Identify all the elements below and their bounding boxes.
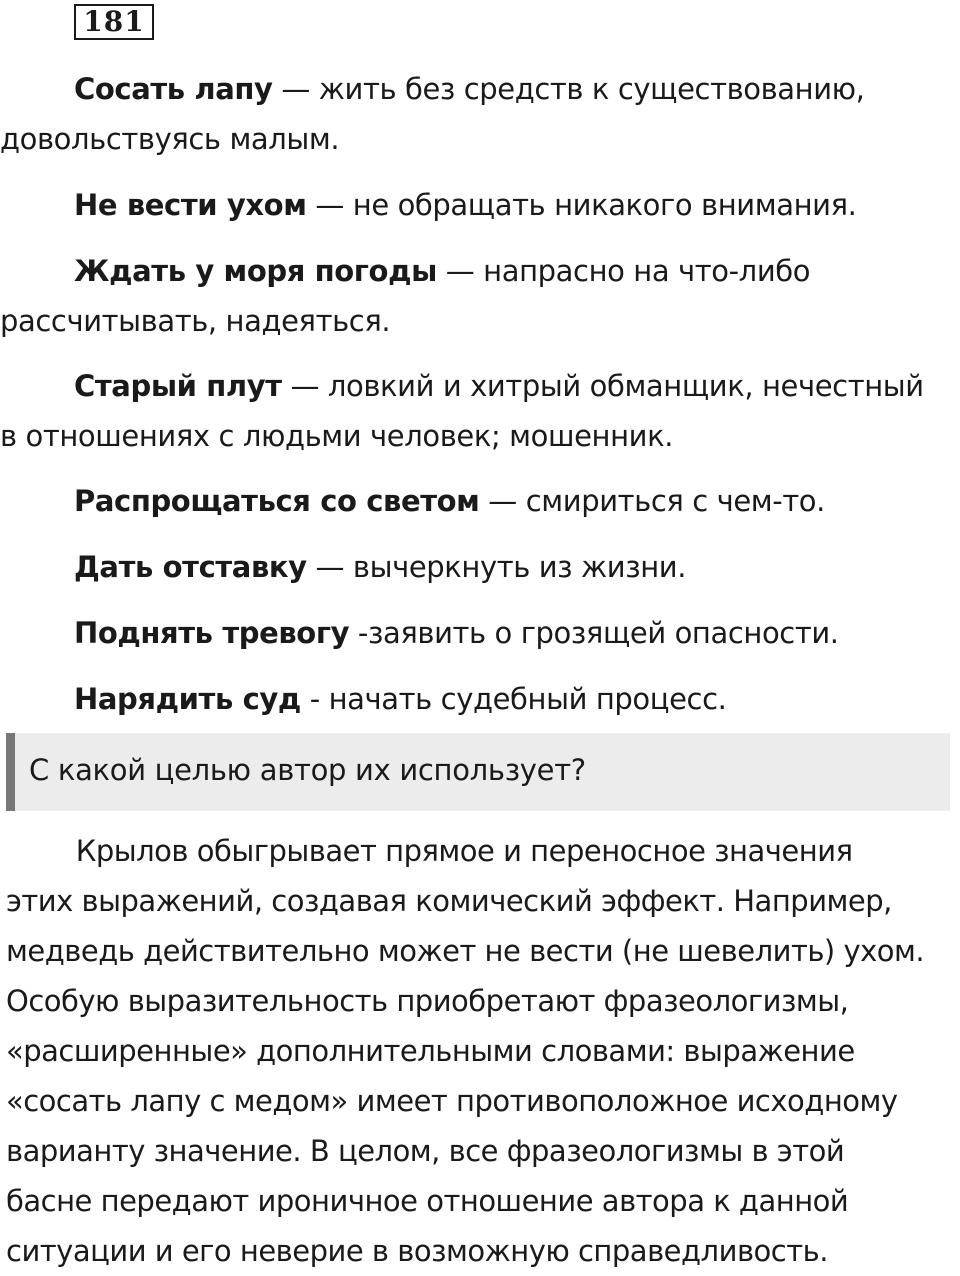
question-callout bbox=[6, 733, 950, 811]
answer-line: медведь действительно может не вести (не шевелить) ухом. bbox=[6, 934, 925, 968]
definition-meaning: — не обращать никакого внимания. bbox=[306, 188, 857, 222]
definition-sosat-lapu bbox=[0, 64, 955, 164]
answer-line: басне передают ироничное отношение автора к данной bbox=[6, 1184, 849, 1218]
exercise-number: 181 bbox=[74, 4, 154, 40]
definition-meaning: — напрасно на что-либо bbox=[436, 254, 811, 288]
answer-line: этих выражений, создавая комический эффект. Например, bbox=[6, 884, 892, 918]
question-text: С какой целью автор их использует? bbox=[29, 753, 586, 787]
definition-meaning: — жить без средств к существованию, bbox=[272, 72, 865, 106]
definition-term: Дать отставку bbox=[74, 550, 307, 584]
definition-dat-otstavku bbox=[0, 542, 955, 592]
definition-meaning: — ловкий и хитрый обманщик, нечестный bbox=[281, 369, 924, 403]
answer-line: Крылов обыгрывает прямое и переносное значения bbox=[6, 834, 853, 868]
definition-rasproshchatsya-so-svetom bbox=[0, 476, 955, 526]
answer-line: «расширенные» дополнительными словами: выражение bbox=[6, 1034, 855, 1068]
definition-meaning: -заявить о грозящей опасности. bbox=[349, 616, 839, 650]
definition-zhdat-u-morya-pogody bbox=[0, 246, 955, 346]
definition-meaning: — вычеркнуть из жизни. bbox=[306, 550, 687, 584]
definition-term: Не вести ухом bbox=[74, 188, 307, 222]
answer-paragraph bbox=[6, 826, 958, 1276]
definition-term: Распрощаться со светом bbox=[74, 484, 480, 518]
answer-line: Особую выразительность приобретают фразеологизмы, bbox=[6, 984, 849, 1018]
definition-staryi-plut bbox=[0, 361, 955, 461]
answer-line: варианту значение. В целом, все фразеологизмы в этой bbox=[6, 1134, 845, 1168]
definition-term: Ждать у моря погоды bbox=[74, 254, 437, 288]
definition-ne-vesti-ukhom bbox=[0, 180, 955, 230]
definition-continuation: довольствуясь малым. bbox=[0, 122, 340, 156]
definition-continuation: в отношениях с людьми человек; мошенник. bbox=[0, 419, 674, 453]
definition-term: Поднять тревогу bbox=[74, 616, 350, 650]
definition-term: Сосать лапу bbox=[74, 72, 273, 106]
answer-line: «сосать лапу с медом» имеет противоположное исходному bbox=[6, 1084, 898, 1118]
definition-term: Старый плут bbox=[74, 369, 282, 403]
definition-continuation: рассчитывать, надеяться. bbox=[0, 304, 391, 338]
definition-podnyat-trevogu bbox=[0, 608, 955, 658]
definition-meaning: - начать судебный процесс. bbox=[300, 682, 727, 716]
definition-term: Нарядить суд bbox=[74, 682, 301, 716]
answer-line: ситуации и его неверие в возможную справедливость. bbox=[6, 1234, 828, 1268]
definition-naryadit-sud bbox=[0, 674, 955, 724]
definition-meaning: — смириться с чем-то. bbox=[479, 484, 825, 518]
